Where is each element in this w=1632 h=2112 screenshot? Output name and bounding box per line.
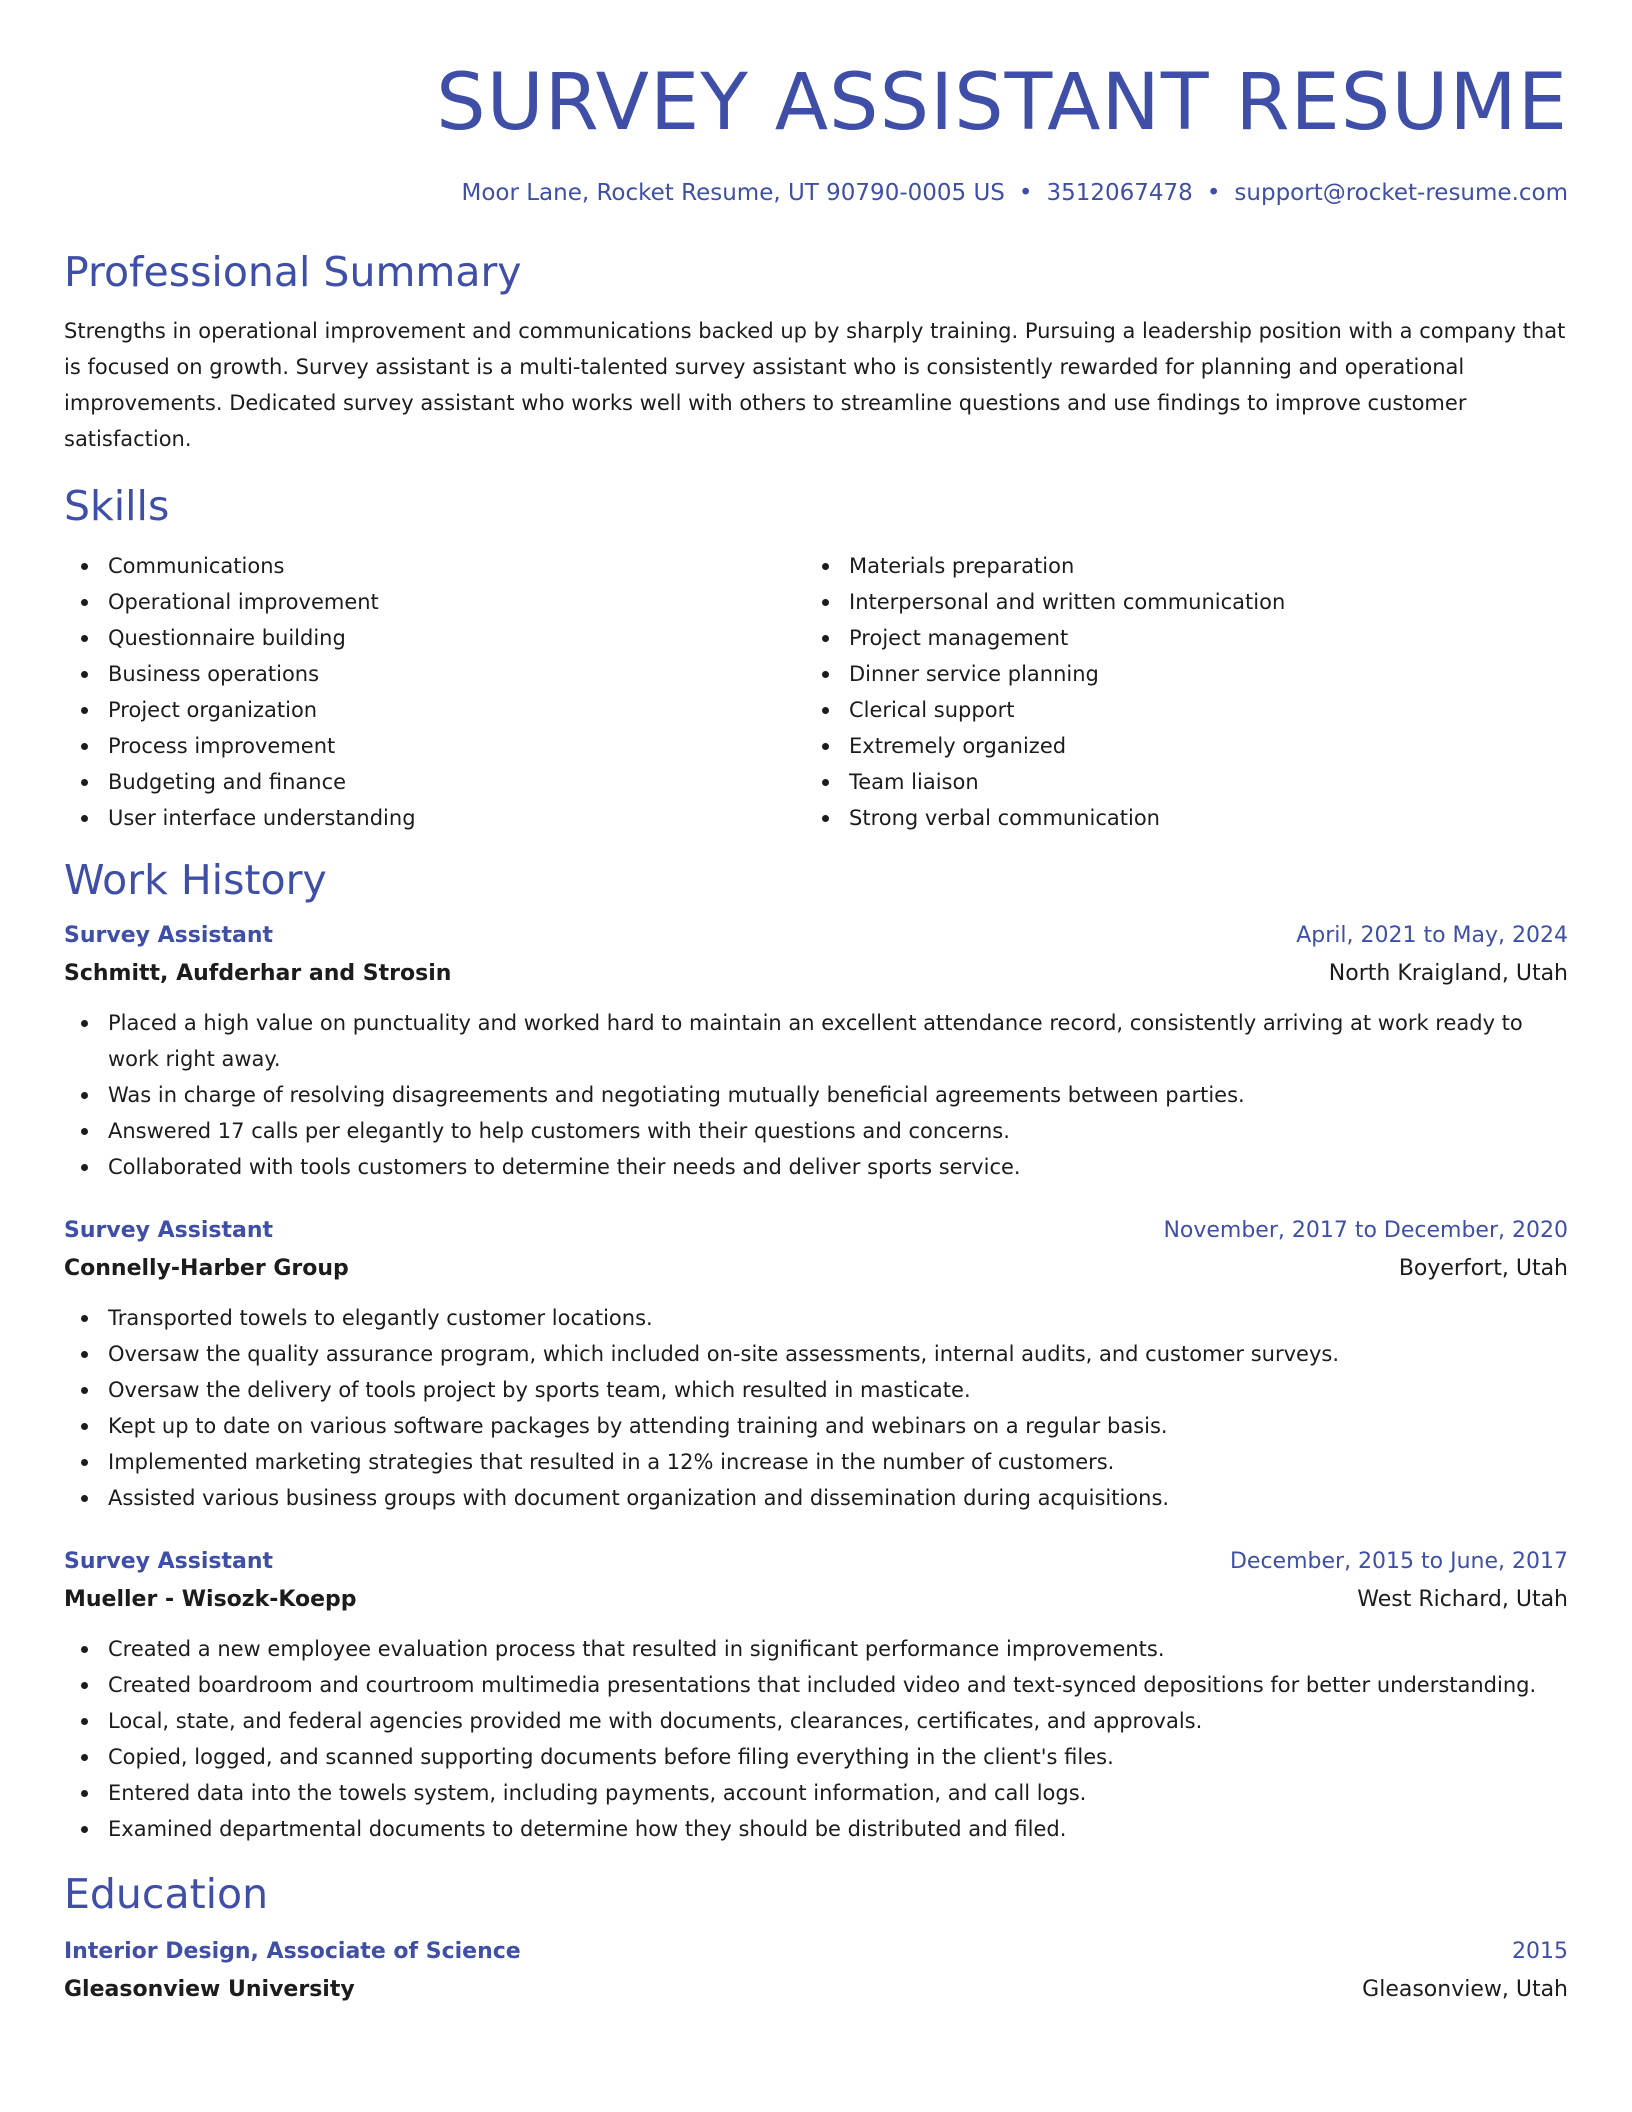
job-bullet: Examined departmental documents to determine how they should be distributed and filed.	[108, 1811, 1568, 1847]
job-header	[64, 1212, 1568, 1250]
job-bullet: Copied, logged, and scanned supporting documents before filing everything in the client's files.	[108, 1739, 1568, 1775]
job-bullet: Oversaw the delivery of tools project by sports team, which resulted in masticate.	[108, 1372, 1568, 1408]
contact-separator: •	[1018, 180, 1033, 206]
job-subheader	[64, 1250, 1568, 1288]
job-bullets	[64, 1631, 1568, 1847]
job-title: Survey Assistant	[64, 923, 274, 948]
job-bullet: Implemented marketing strategies that resulted in a 12% increase in the number of customers.	[108, 1444, 1568, 1480]
job-subheader	[64, 1581, 1568, 1619]
education-degree: Interior Design, Associate of Science	[64, 1939, 521, 1964]
job-entry	[64, 1543, 1568, 1847]
job-bullet: Collaborated with tools customers to determine their needs and deliver sports service.	[108, 1149, 1568, 1185]
page-title: SURVEY ASSISTANT RESUME	[436, 58, 1568, 148]
skill-item: Extremely organized	[849, 728, 1546, 764]
job-bullets	[64, 1005, 1568, 1185]
job-entry	[64, 917, 1568, 1185]
education-heading: Education	[64, 1870, 269, 1918]
job-bullet: Assisted various business groups with document organization and dissemination during acquisitions.	[108, 1480, 1568, 1516]
education-year: 2015	[1512, 1939, 1568, 1964]
job-bullet: Answered 17 calls per elegantly to help customers with their questions and concerns.	[108, 1113, 1568, 1149]
skill-item: Communications	[108, 548, 805, 584]
job-dates: December, 2015 to June, 2017	[1229, 1549, 1568, 1574]
job-header	[64, 917, 1568, 955]
job-title: Survey Assistant	[64, 1549, 274, 1574]
job-subheader	[64, 955, 1568, 993]
skill-item: Operational improvement	[108, 584, 805, 620]
skill-item: Questionnaire building	[108, 620, 805, 656]
job-bullet: Created boardroom and courtroom multimedia presentations that included video and text-synced depositions for better understanding.	[108, 1667, 1568, 1703]
skill-item: Process improvement	[108, 728, 805, 764]
job-dates: November, 2017 to December, 2020	[1163, 1218, 1568, 1243]
job-bullet: Transported towels to elegantly customer locations.	[108, 1300, 1568, 1336]
job-bullet: Entered data into the towels system, including payments, account information, and call logs.	[108, 1775, 1568, 1811]
contact-address: Moor Lane, Rocket Resume, UT 90790-0005 US	[461, 180, 1005, 206]
job-title: Survey Assistant	[64, 1218, 274, 1243]
job-bullet: Placed a high value on punctuality and worked hard to maintain an excellent attendance record, consistently arriving at work ready to work right away.	[108, 1005, 1568, 1077]
education-subheader	[64, 1971, 1568, 2009]
contact-phone: 3512067478	[1046, 180, 1193, 206]
job-location: North Kraigland, Utah	[1328, 961, 1568, 986]
skill-item: Interpersonal and written communication	[849, 584, 1546, 620]
education-location: Gleasonview, Utah	[1362, 1977, 1568, 2002]
skill-item: User interface understanding	[108, 800, 805, 836]
contact-line	[64, 178, 1568, 208]
job-bullets	[64, 1300, 1568, 1516]
contact-email: support@rocket-resume.com	[1234, 180, 1568, 206]
skill-item: Budgeting and finance	[108, 764, 805, 800]
job-company: Mueller - Wisozk-Koepp	[64, 1587, 357, 1612]
job-location: Boyerfort, Utah	[1398, 1256, 1568, 1281]
education-entry	[64, 1933, 1568, 2009]
skills-heading: Skills	[64, 482, 170, 530]
job-entry	[64, 1212, 1568, 1516]
job-company: Schmitt, Aufderhar and Strosin	[64, 961, 452, 986]
job-location: West Richard, Utah	[1357, 1587, 1568, 1612]
education-school: Gleasonview University	[64, 1977, 355, 2002]
skill-item: Project organization	[108, 692, 805, 728]
work-history-heading: Work History	[64, 856, 327, 904]
job-header	[64, 1543, 1568, 1581]
summary-text: Strengths in operational improvement and communications backed up by sharply training. Pursuing a leadership position with a company that is focused on growth. Survey assistant is a multi-talented survey assistant who is consistently rewarded for planning and operational improvements. Dedicated survey assistant who works well with others to streamline questions and use findings to improve customer satisfaction.	[64, 319, 1566, 451]
education-header	[64, 1933, 1568, 1971]
skill-item: Team liaison	[849, 764, 1546, 800]
job-bullet: Oversaw the quality assurance program, which included on-site assessments, internal audits, and customer surveys.	[108, 1336, 1568, 1372]
job-bullet: Created a new employee evaluation process that resulted in significant performance improvements.	[108, 1631, 1568, 1667]
skill-item: Clerical support	[849, 692, 1546, 728]
skill-item: Materials preparation	[849, 548, 1546, 584]
skill-item: Business operations	[108, 656, 805, 692]
skills-column-left	[64, 548, 805, 836]
contact-separator: •	[1206, 180, 1221, 206]
skill-item: Dinner service planning	[849, 656, 1546, 692]
job-company: Connelly-Harber Group	[64, 1256, 349, 1281]
skill-item: Strong verbal communication	[849, 800, 1546, 836]
job-bullet: Was in charge of resolving disagreements and negotiating mutually beneficial agreements between parties.	[108, 1077, 1568, 1113]
job-dates: April, 2021 to May, 2024	[1296, 923, 1568, 948]
skills-column-right	[805, 548, 1546, 836]
job-bullet: Local, state, and federal agencies provided me with documents, clearances, certificates, and approvals.	[108, 1703, 1568, 1739]
job-bullet: Kept up to date on various software packages by attending training and webinars on a regular basis.	[108, 1408, 1568, 1444]
summary-heading: Professional Summary	[64, 248, 522, 296]
skill-item: Project management	[849, 620, 1546, 656]
skills-grid	[64, 548, 1568, 836]
